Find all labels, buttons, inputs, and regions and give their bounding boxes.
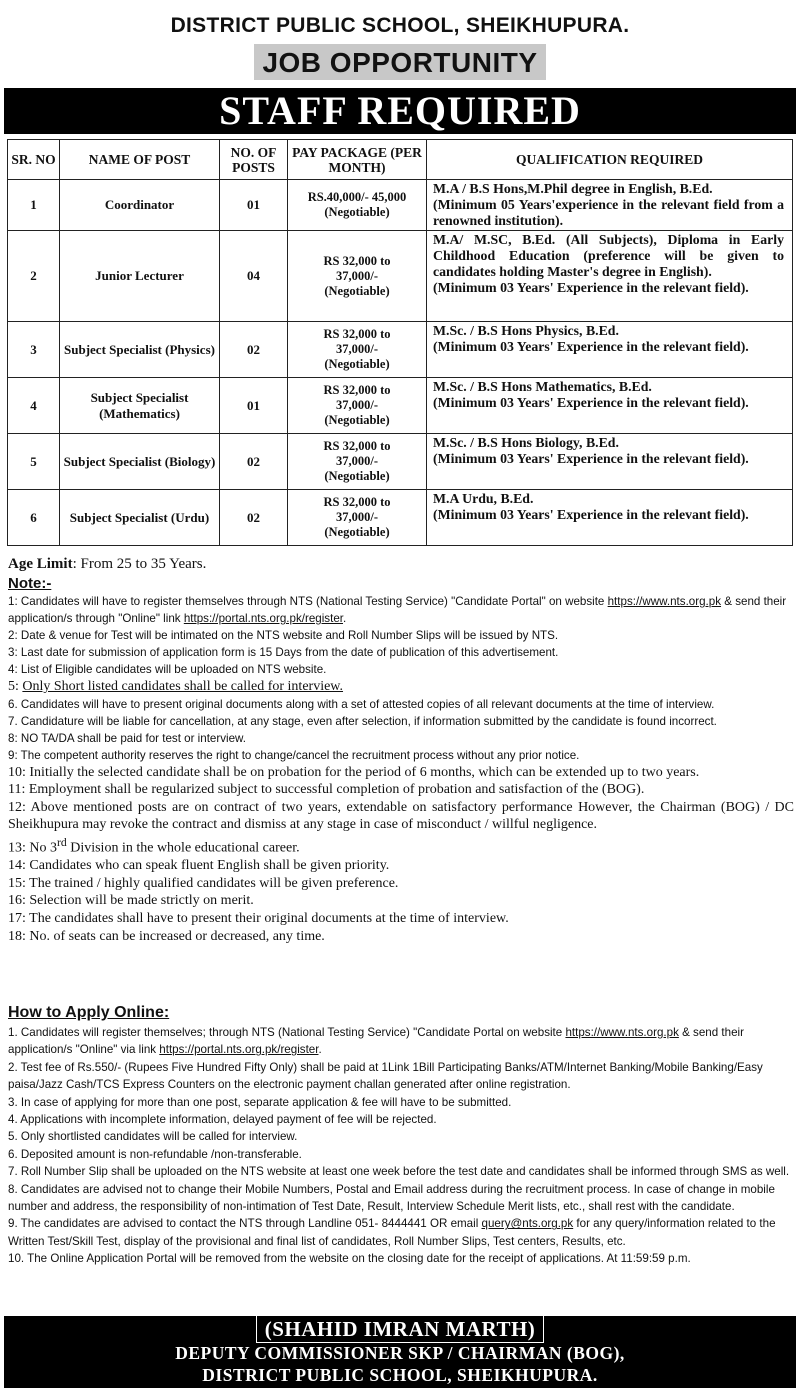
- nts-email-link[interactable]: query@nts.org.pk: [481, 1217, 574, 1231]
- cell-num: 01: [220, 378, 288, 434]
- table-row: [8, 322, 793, 378]
- header-sr-no: SR. NO: [8, 140, 60, 180]
- header-post-name: NAME OF POST: [60, 140, 220, 180]
- cell-num: 02: [220, 490, 288, 546]
- notes-list: [8, 593, 794, 945]
- note-item: 10: Initially the selected candidate shall be on probation for the period of 6 months, which can be extended up to two years.: [8, 764, 700, 780]
- cell-post: Subject Specialist (Physics): [60, 322, 220, 378]
- age-limit-label: Age Limit: [8, 556, 73, 572]
- cell-qualification: M.Sc. / B.S Hons Biology, B.Ed. (Minimum 03 Years' Experience in the relevant field).: [427, 434, 793, 490]
- note-item: 18: No. of seats can be increased or decreased, any time.: [8, 928, 325, 944]
- age-limit-value: : From 25 to 35 Years.: [72, 556, 207, 572]
- apply-item: 1. Candidates will register themselves; through NTS (National Testing Service) "Candidate Portal on website https://www.nts.org.pk & send their application/s "Online" via link https://portal.nts.org.pk/register.: [8, 1026, 744, 1057]
- nts-website-link[interactable]: https://www.nts.org.pk: [607, 595, 722, 608]
- cell-sr: 2: [8, 231, 60, 322]
- note-item: 7. Candidature will be liable for cancellation, at any stage, even after selection, if information submitted by the candidate is found incorrect.: [8, 714, 717, 728]
- nts-register-link[interactable]: https://portal.nts.org.pk/register: [183, 612, 343, 625]
- signatory-name: (SHAHID IMRAN MARTH): [256, 1316, 545, 1343]
- age-limit: [8, 556, 206, 573]
- apply-item: 5. Only shortlisted candidates will be called for interview.: [8, 1130, 298, 1144]
- note-item: 6. Candidates will have to present original documents along with a set of attested copies of all relevant documents at the time of interview.: [8, 697, 715, 711]
- signatory-school: DISTRICT PUBLIC SCHOOL, SHEIKHUPURA.: [202, 1365, 598, 1385]
- job-opportunity-heading: JOB OPPORTUNITY: [254, 44, 545, 80]
- staff-required-banner: STAFF REQUIRED: [4, 88, 796, 134]
- cell-qualification: M.Sc. / B.S Hons Physics, B.Ed. (Minimum 03 Years' Experience in the relevant field).: [427, 322, 793, 378]
- apply-item: 3. In case of applying for more than one post, separate application & fee will have to be submitted.: [8, 1095, 512, 1109]
- note-item: 2: Date & venue for Test will be intimated on the NTS website and Roll Number Slips will be issued by NTS.: [8, 629, 559, 642]
- table-row: [8, 231, 793, 322]
- cell-qualification: M.A Urdu, B.Ed. (Minimum 03 Years' Experience in the relevant field).: [427, 490, 793, 546]
- note-item: 5: Only Short listed candidates shall be called for interview.: [8, 679, 344, 694]
- table-header-row: [8, 140, 793, 180]
- cell-sr: 4: [8, 378, 60, 434]
- note-item: 9: The competent authority reserves the right to change/cancel the recruitment process without any prior notice.: [8, 748, 580, 762]
- note-item: 13: No 3rd Division in the whole educational career.: [8, 835, 300, 856]
- cell-qualification: M.Sc. / B.S Hons Mathematics, B.Ed. (Minimum 03 Years' Experience in the relevant field).: [427, 378, 793, 434]
- cell-num: 01: [220, 180, 288, 231]
- notes-heading: Note:-: [8, 575, 52, 592]
- cell-post: Coordinator: [60, 180, 220, 231]
- cell-num: 02: [220, 322, 288, 378]
- header-pay-package: PAY PACKAGE (PER MONTH): [288, 140, 427, 180]
- cell-sr: 6: [8, 490, 60, 546]
- apply-item: 9. The candidates are advised to contact the NTS through Landline 051- 8444441 OR email query@nts.org.pk for any query/information related to the Written Test/Skill Test, display of the provisional and final list of candidates, Roll Number Slips, Test centers, Results, etc.: [8, 1217, 776, 1248]
- signature-footer: [4, 1316, 796, 1388]
- note-item: 17: The candidates shall have to present their original documents at the time of interview.: [8, 911, 509, 926]
- nts-register-link[interactable]: https://portal.nts.org.pk/register: [159, 1043, 319, 1057]
- apply-item: 6. Deposited amount is non-refundable /non-transferable.: [8, 1147, 302, 1161]
- apply-item: 4. Applications with incomplete information, delayed payment of fee will be rejected.: [8, 1113, 437, 1127]
- cell-sr: 5: [8, 434, 60, 490]
- signatory-title: DEPUTY COMMISSIONER SKP / CHAIRMAN (BOG),: [175, 1343, 625, 1363]
- table-row: [8, 180, 793, 231]
- cell-sr: 3: [8, 322, 60, 378]
- note-item: 16: Selection will be made strictly on merit.: [8, 893, 254, 909]
- cell-num: 02: [220, 434, 288, 490]
- cell-post: Subject Specialist (Mathematics): [60, 378, 220, 434]
- table-row: [8, 378, 793, 434]
- how-to-apply-heading: How to Apply Online:: [8, 1004, 170, 1021]
- cell-qualification: M.A / B.S Hons,M.Phil degree in English, B.Ed. (Minimum 05 Years'experience in the relevant field from a renowned institution).: [427, 180, 793, 231]
- table-row: [8, 434, 793, 490]
- note-item: 15: The trained / highly qualified candidates will be given preference.: [8, 875, 399, 891]
- cell-pay: RS 32,000 to 37,000/- (Negotiable): [288, 378, 427, 434]
- nts-website-link[interactable]: https://www.nts.org.pk: [565, 1026, 679, 1039]
- note-item: 8: NO TA/DA shall be paid for test or interview.: [8, 731, 246, 745]
- cell-qualification: M.A/ M.SC, B.Ed. (All Subjects), Diploma in Early Childhood Education (preference will be given to candidates holding Master's degree in English). (Minimum 03 Years' Experience in the relevant field).: [427, 231, 793, 322]
- header-qualification: QUALIFICATION REQUIRED: [427, 140, 793, 180]
- header-no-of-posts: NO. OF POSTS: [220, 140, 288, 180]
- jobs-table: [7, 139, 793, 546]
- cell-pay: RS 32,000 to 37,000/- (Negotiable): [288, 322, 427, 378]
- apply-item: 8. Candidates are advised not to change their Mobile Numbers, Postal and Email address during the recruitment process. In case of change in mobile number and address, the responsibility of non-intimation of Test Date, Result, Interview Schedule Merit lists, etc., shall rest with the candidate.: [8, 1182, 775, 1214]
- apply-instructions: [8, 1024, 794, 1268]
- cell-pay: RS.40,000/- 45,000 (Negotiable): [288, 180, 427, 231]
- apply-item: 7. Roll Number Slip shall be uploaded on the NTS website at least one week before the test date and candidates shall be informed through SMS as well.: [8, 1165, 790, 1179]
- note-item: 4: List of Eligible candidates will be uploaded on NTS website.: [8, 663, 327, 676]
- apply-item: 10. The Online Application Portal will be removed from the website on the closing date for the receipt of applications. At 11:59:59 p.m.: [8, 1252, 691, 1266]
- note-item: 11: Employment shall be regularized subject to successful completion of probation and satisfaction of the (BOG).: [8, 782, 645, 798]
- cell-post: Junior Lecturer: [60, 231, 220, 322]
- note-item: 1: Candidates will have to register themselves through NTS (National Testing Service) "Candidate Portal" on website https://www.nts.org.pk & send their application/s through "Online" link https://portal.nts.org.pk/register.: [8, 595, 787, 625]
- apply-item: 2. Test fee of Rs.550/- (Rupees Five Hundred Fifty Only) shall be paid at 1Link 1Bill Participating Banks/ATM/Internet Banking/Mobile Banking/Easy paisa/Jazz Cash/TCS Express Counters on the electronic payment challan generated after online registration.: [8, 1060, 763, 1092]
- cell-pay: RS 32,000 to 37,000/- (Negotiable): [288, 434, 427, 490]
- note-item: 12: Above mentioned posts are on contract of two years, extendable on satisfactory performance However, the Chairman (BOG) / DC Sheikhupura may revoke the contract and dismiss at any stage in case of misconduct / willful negligence.: [8, 799, 794, 833]
- cell-num: 04: [220, 231, 288, 322]
- school-name: DISTRICT PUBLIC SCHOOL, SHEIKHUPURA.: [170, 14, 630, 37]
- cell-post: Subject Specialist (Urdu): [60, 490, 220, 546]
- table-row: [8, 490, 793, 546]
- note-item: 14: Candidates who can speak fluent English shall be given priority.: [8, 858, 390, 874]
- cell-pay: RS 32,000 to 37,000/- (Negotiable): [288, 490, 427, 546]
- cell-post: Subject Specialist (Biology): [60, 434, 220, 490]
- cell-sr: 1: [8, 180, 60, 231]
- cell-pay: RS 32,000 to 37,000/- (Negotiable): [288, 231, 427, 322]
- note-item: 3: Last date for submission of application form is 15 Days from the date of publication of this advertisement.: [8, 646, 559, 659]
